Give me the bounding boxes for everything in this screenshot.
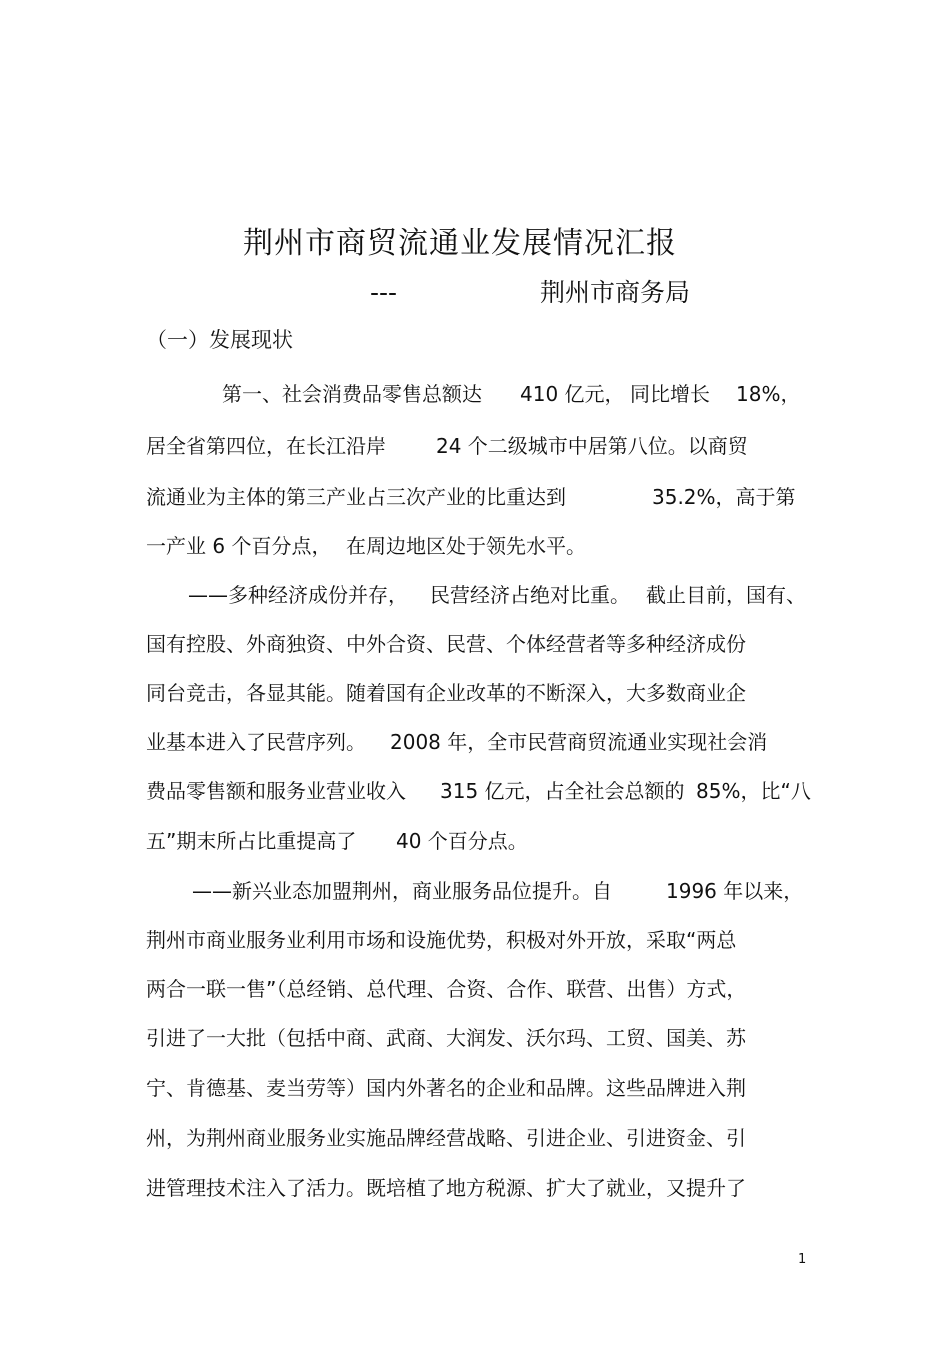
page-number: 1	[798, 1252, 807, 1267]
text-run: ——新兴业态加盟荆州，商业服务品位提升。自	[192, 879, 612, 903]
text-run: 居全省第四位，在长江沿岸	[146, 434, 386, 458]
text-run: 410 亿元，	[520, 382, 625, 406]
text-run: 35.2%，高于第	[652, 485, 796, 509]
text-run: 1996 年以来，	[666, 879, 804, 903]
text-run: 截止目前，国有、	[646, 583, 806, 607]
text-run: 315 亿元，占全社会总额的	[440, 779, 685, 803]
text-run: 第一、社会消费品零售总额达	[222, 382, 482, 406]
section-heading: （一）发展现状	[146, 328, 293, 352]
text-run: 费品零售额和服务业营业收入	[146, 779, 406, 803]
text-run: 民营经济占绝对比重。	[430, 583, 630, 607]
text-run: ——多种经济成份并存，	[188, 583, 408, 607]
text-run: 2008 年，全市民营商贸流通业实现社会消	[390, 730, 768, 754]
text-run: 一产业 6 个百分点，	[146, 534, 332, 558]
text-run: 业基本进入了民营序列。	[146, 730, 366, 754]
text-run: 同比增长	[630, 382, 710, 406]
text-run: 流通业为主体的第三产业占三次产业的比重达到	[146, 485, 566, 509]
text-run: 24 个二级城市中居第八位。以商贸	[436, 434, 748, 458]
text-run: 州，为荆州商业服务业实施品牌经营战略、引进企业、引进资金、引	[146, 1126, 746, 1150]
subtitle-organization: 荆州市商务局	[540, 278, 691, 307]
text-run: 在周边地区处于领先水平。	[346, 534, 586, 558]
text-run: 同台竞击，各显其能。随着国有企业改革的不断深入，大多数商业企	[146, 681, 746, 705]
text-run: 引进了一大批（包括中商、武商、大润发、沃尔玛、工贸、国美、苏	[146, 1026, 746, 1050]
text-run: 宁、肯德基、麦当劳等）国内外著名的企业和品牌。这些品牌进入荆	[146, 1076, 746, 1100]
document-title: 荆州市商贸流通业发展情况汇报	[243, 226, 677, 261]
text-run: 18%，	[736, 382, 801, 406]
text-run: 荆州市商业服务业利用市场和设施优势，积极对外开放，采取“两总	[146, 928, 737, 952]
text-run: 两合一联一售”（总经销、总代理、合资、合作、联营、出售）方式，	[146, 977, 747, 1001]
text-run: 85%，比“八	[696, 779, 811, 803]
text-run: 40 个百分点。	[396, 829, 528, 853]
text-run: 国有控股、外商独资、中外合资、民营、个体经营者等多种经济成份	[146, 632, 746, 656]
subtitle-dash: ---	[370, 278, 398, 307]
text-run: 进管理技术注入了活力。既培植了地方税源、扩大了就业，又提升了	[146, 1176, 746, 1200]
text-run: 五”期末所占比重提高了	[146, 829, 357, 853]
